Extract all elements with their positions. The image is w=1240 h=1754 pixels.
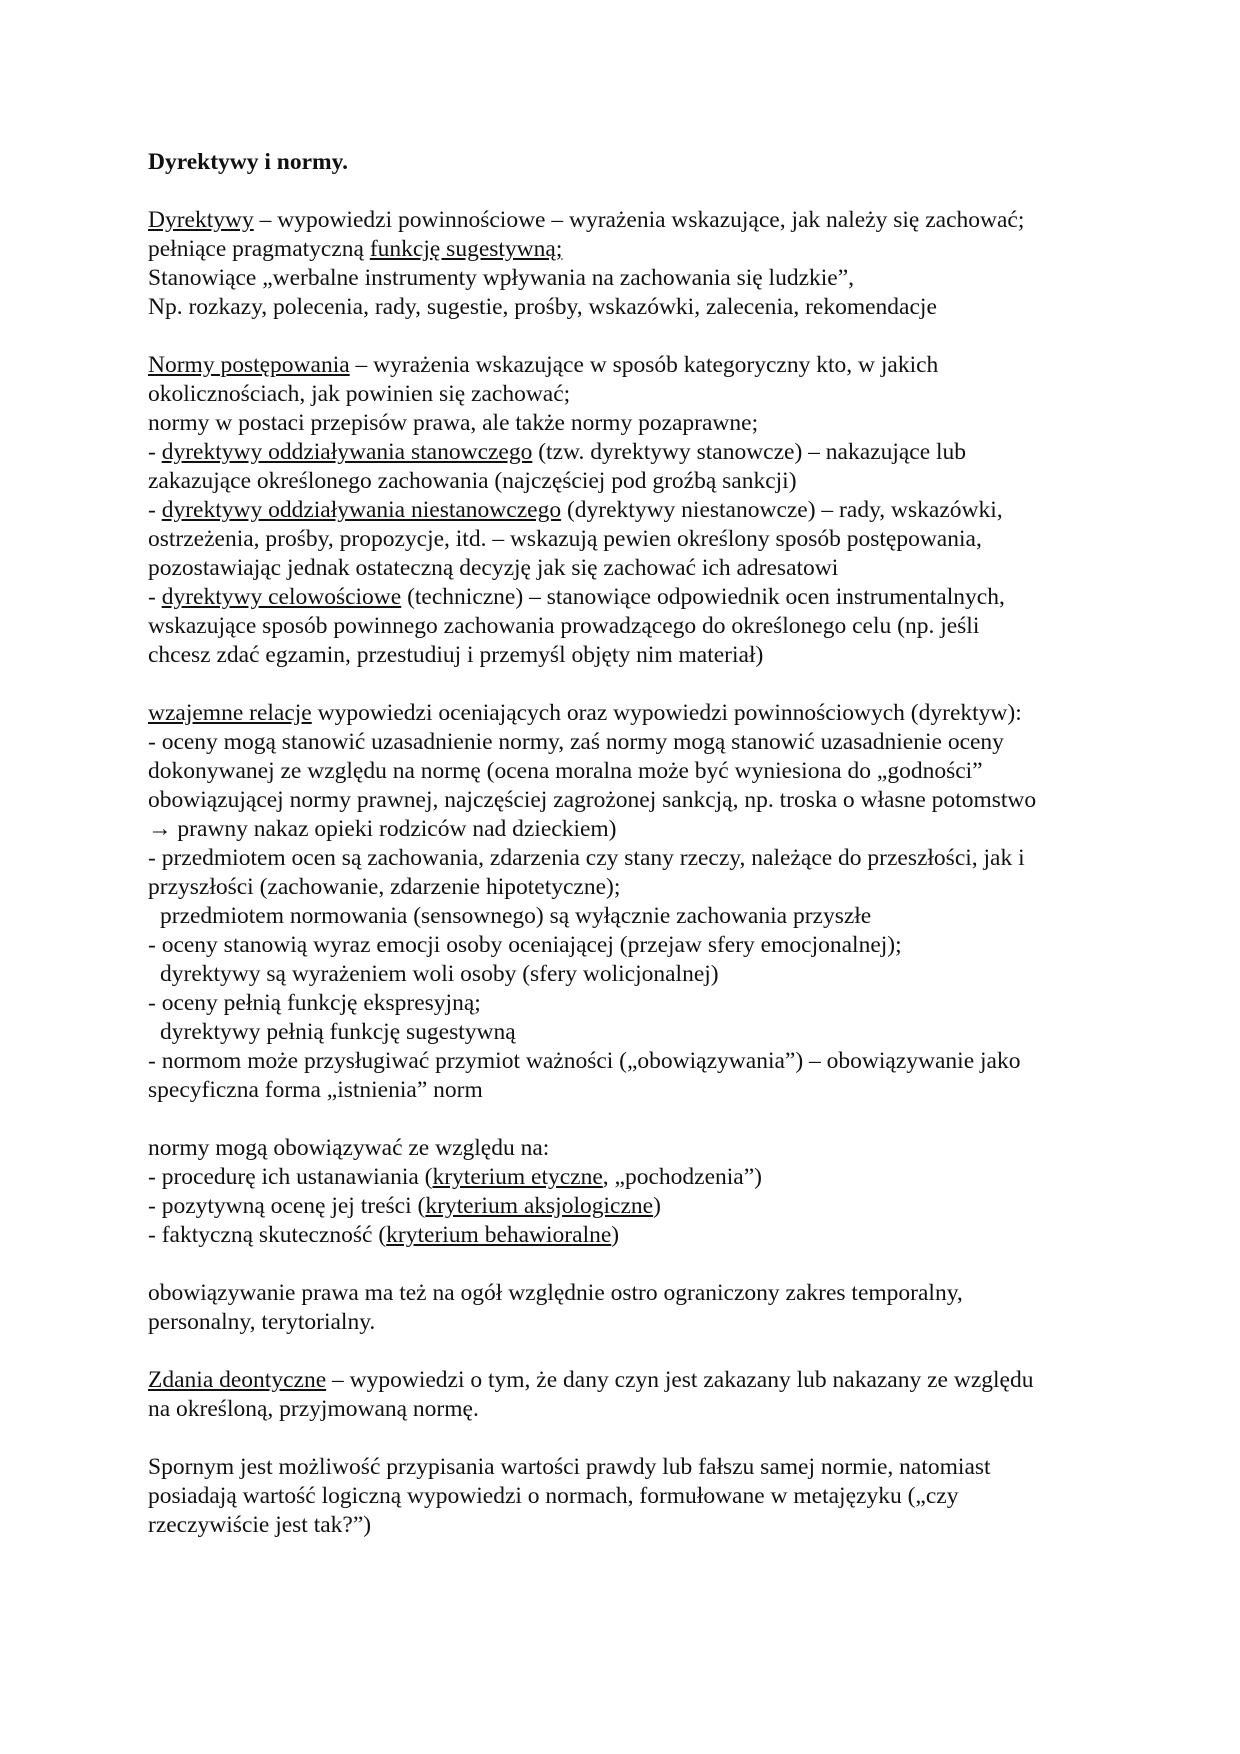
term-kryterium-behawioralne: kryterium behawioralne (386, 1222, 612, 1248)
text-line: dyrektywy pełnią funkcję sugestywną (160, 1019, 516, 1045)
list-item: - dyrektywy oddziaływania niestanowczego (dyrektywy niestanowcze) – rady, wskazówki, (148, 497, 1003, 523)
text-line: normy w postaci przepisów prawa, ale także normy pozaprawne; (148, 410, 759, 436)
text-line: posiadają wartość logiczną wypowiedzi o normach, formułowane w metajęzyku („czy (148, 1483, 959, 1509)
term-dyrektywy: Dyrektywy (148, 207, 254, 233)
list-item: - dyrektywy oddziaływania stanowczego (tzw. dyrektywy stanowcze) – nakazujące lub (148, 439, 967, 465)
term-funkcja-sugestywna: funkcję sugestywną; (369, 236, 563, 262)
list-item: - procedurę ich ustanawiania (kryterium etyczne, „pochodzenia”) (148, 1164, 762, 1190)
term-normy-postepowania: Normy postępowania (148, 352, 350, 378)
document-body (148, 148, 1108, 1569)
text-line: Zdania deontyczne – wypowiedzi o tym, że dany czyn jest zakazany lub nakazany ze względu (148, 1367, 1034, 1393)
term-dyrektywy-stanowcze: dyrektywy oddziaływania stanowczego (161, 439, 533, 465)
text-line: Spornym jest możliwość przypisania wartości prawdy lub fałszu samej normie, natomiast (148, 1454, 991, 1480)
text-line: Stanowiące „werbalne instrumenty wpływania na zachowania się ludzkie”, (148, 265, 855, 291)
paragraph-normy-postepowania (148, 351, 1108, 670)
text-line: obowiązywanie prawa ma też na ogół względnie ostro ograniczony zakres temporalny, (148, 1280, 963, 1306)
text-line: pozostawiając jednak ostateczną decyzję jak się zachować ich adresatowi (148, 555, 839, 581)
list-item: - normom może przysługiwać przymiot ważności („obowiązywania”) – obowiązywanie jako (148, 1048, 1021, 1074)
paragraph-obowiazywanie-norm (148, 1134, 1108, 1250)
text-line: dyrektywy są wyrażeniem woli osoby (sfery wolicjonalnej) (160, 961, 719, 987)
text-line: przyszłości (zachowanie, zdarzenie hipotetyczne); (148, 874, 621, 900)
text-line: Normy postępowania – wyrażenia wskazujące w sposób kategoryczny kto, w jakich (148, 352, 939, 378)
term-wzajemne-relacje: wzajemne relacje (148, 700, 312, 726)
paragraph-zakres-prawa (148, 1279, 1108, 1337)
text-line: wzajemne relacje wypowiedzi oceniających oraz wypowiedzi powinnościowych (dyrektyw): (148, 700, 1022, 726)
text-line: Dyrektywy – wypowiedzi powinnościowe – wyrażenia wskazujące, jak należy się zachować; (148, 207, 1025, 233)
term-kryterium-aksjologiczne: kryterium aksjologiczne (425, 1193, 654, 1219)
text-line: okolicznościach, jak powinien się zachować; (148, 381, 571, 407)
paragraph-zdania-deontyczne (148, 1366, 1108, 1424)
paragraph-wzajemne-relacje (148, 699, 1108, 1105)
text-line: specyficzna forma „istnienia” norm (148, 1077, 483, 1103)
text-line: na określoną, przyjmowaną normę. (148, 1396, 479, 1422)
text-line: ostrzeżenia, prośby, propozycje, itd. – wskazują pewien określony sposób postępowania, (148, 526, 982, 552)
text-line: pełniące pragmatyczną funkcję sugestywną; (148, 236, 563, 262)
paragraph-wartosc-logiczna (148, 1453, 1108, 1540)
term-zdania-deontyczne: Zdania deontyczne (148, 1367, 327, 1393)
term-dyrektywy-niestanowcze: dyrektywy oddziaływania niestanowczego (161, 497, 562, 523)
list-item: - oceny stanowią wyraz emocji osoby oceniającej (przejaw sfery emocjonalnej); (148, 932, 902, 958)
list-item: - oceny mogą stanowić uzasadnienie normy, zaś normy mogą stanowić uzasadnienie oceny (148, 729, 1004, 755)
text-line: → prawny nakaz opieki rodziców nad dzieckiem) (148, 816, 617, 842)
text-line: chcesz zdać egzamin, przestudiuj i przemyśl objęty nim materiał) (148, 642, 764, 668)
text-line: przedmiotem normowania (sensownego) są wyłącznie zachowania przyszłe (160, 903, 872, 929)
text-line: zakazujące określonego zachowania (najczęściej pod groźbą sankcji) (148, 468, 797, 494)
text-line: wskazujące sposób powinnego zachowania prowadzącego do określonego celu (np. jeśli (148, 613, 980, 639)
text-line: Np. rozkazy, polecenia, rady, sugestie, prośby, wskazówki, zalecenia, rekomendacje (148, 294, 937, 320)
term-kryterium-etyczne: kryterium etyczne (432, 1164, 603, 1190)
text-line: normy mogą obowiązywać ze względu na: (148, 1135, 550, 1161)
list-item: - oceny pełnią funkcję ekspresyjną; (148, 990, 481, 1016)
list-item: - pozytywną ocenę jej treści (kryterium aksjologiczne) (148, 1193, 661, 1219)
list-item: - przedmiotem ocen są zachowania, zdarzenia czy stany rzeczy, należące do przeszłości, jak i (148, 845, 1025, 871)
text-line: obowiązującej normy prawnej, najczęściej zagrożonej sankcją, np. troska o własne potomstwo (148, 787, 1037, 813)
text-line: personalny, terytorialny. (148, 1309, 376, 1335)
list-item: - dyrektywy celowościowe (techniczne) – stanowiące odpowiednik ocen instrumentalnych, (148, 584, 1005, 610)
document-title: Dyrektywy i normy. (148, 149, 348, 175)
term-dyrektywy-celowosciowe: dyrektywy celowościowe (161, 584, 402, 610)
paragraph-dyrektywy (148, 206, 1108, 322)
list-item: - faktyczną skuteczność (kryterium behawioralne) (148, 1222, 620, 1248)
text-line: dokonywanej ze względu na normę (ocena moralna może być wyniesiona do „godności” (148, 758, 983, 784)
arrow-right-icon: → (148, 816, 172, 842)
text-line: rzeczywiście jest tak?”) (148, 1512, 372, 1538)
